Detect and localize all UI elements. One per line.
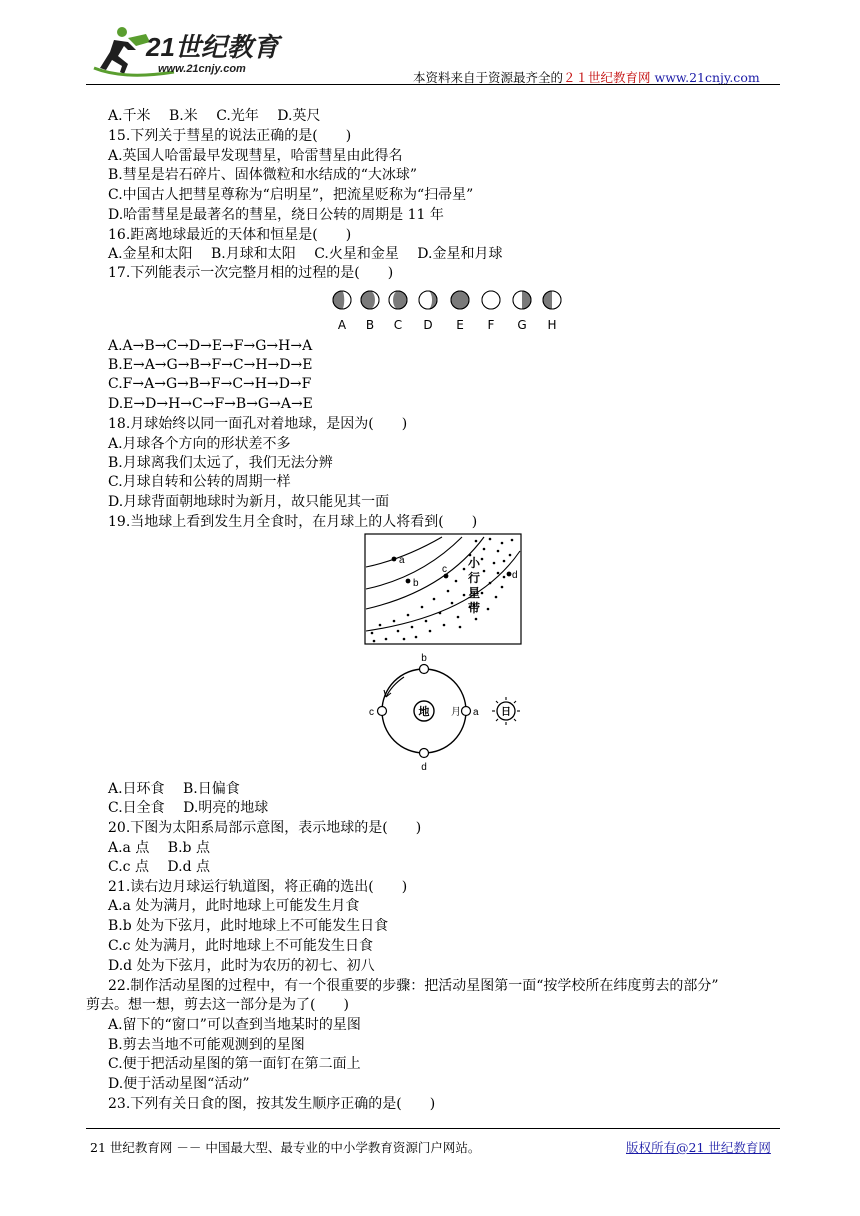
q15-stem: 15.下列关于彗星的说法正确的是( ) <box>108 128 352 144</box>
q15-option-b: B.彗星是岩石碎片、固体微粒和水结成的“大冰球” <box>108 167 418 183</box>
q15-option-d: D.哈雷彗星是最著名的彗星，绕日公转的周期是 11 年 <box>108 207 444 223</box>
q14-options: A.千米 B.米 C.光年 D.英尺 <box>108 108 321 124</box>
belt-label-char-2: 行 <box>468 571 481 585</box>
point-a-label: a <box>399 555 405 566</box>
asteroid-dot <box>393 620 396 623</box>
q17-option-d: D.E→D→H→C→F→B→G→A→E <box>108 396 313 412</box>
q17-option-a: A.A→B→C→D→E→F→G→H→A <box>108 338 313 354</box>
site-logo <box>84 20 299 82</box>
moon-phase-label-C: C <box>393 318 403 332</box>
q20-options-ab: A.a 点 B.b 点 <box>108 840 210 856</box>
logo-title: 21世纪教育 <box>146 32 279 62</box>
q22-stem-line2: 剪去。想一想，剪去这一部分是为了( ) <box>86 997 349 1013</box>
moon-phase-label-G: G <box>517 318 527 332</box>
asteroid-dot <box>497 550 500 553</box>
asteroid-dot <box>483 548 486 551</box>
q20-stem: 20.下图为太阳系局部示意图，表示地球的是( ) <box>108 820 422 836</box>
point-c-moon <box>378 707 387 716</box>
asteroid-dot <box>429 630 432 633</box>
asteroid-dot <box>433 598 436 601</box>
q18-option-a: A.月球各个方向的形状差不多 <box>108 436 291 452</box>
header-divider <box>86 84 780 85</box>
moon-phase-D <box>419 291 437 332</box>
moon-phase-A <box>333 291 351 332</box>
q23-stem: 23.下列有关日食的图，按其发生顺序正确的是( ) <box>108 1096 436 1112</box>
moon-phase-G <box>513 291 531 332</box>
orbit-point-c-label: c <box>369 707 374 718</box>
q17-option-b: B.E→A→G→B→F→C→H→D→E <box>108 357 313 373</box>
asteroid-dot <box>509 554 512 557</box>
asteroid-dot <box>421 606 424 609</box>
asteroid-dot <box>439 612 442 615</box>
asteroid-dot <box>483 570 486 573</box>
asteroid-dot <box>443 624 446 627</box>
moon-phase-F <box>482 291 500 332</box>
q20-options-cd: C.c 点 D.d 点 <box>108 859 210 875</box>
q22-option-a: A.留下的“窗口”可以查到当地某时的星图 <box>108 1017 361 1033</box>
q16-options: A.金星和太阳 B.月球和太阳 C.火星和金星 D.金星和月球 <box>108 246 503 262</box>
moon-phase-H <box>543 291 561 332</box>
moon-phase-label-D: D <box>423 318 433 332</box>
earth-label: 地 <box>418 705 430 718</box>
q21-stem: 21.读右边月球运行轨道图，将正确的选出( ) <box>108 879 408 895</box>
q18-stem: 18.月球始终以同一面孔对着地球，是因为( ) <box>108 416 408 432</box>
q22-stem-line1: 22.制作活动星图的过程中，有一个很重要的步骤：把活动星图第一面“按学校所在纬度剪去的部分” <box>108 978 719 994</box>
point-c-label: c <box>442 564 447 575</box>
q22-option-d: D.便于活动星图“活动” <box>108 1076 250 1092</box>
q19-options-cd: C.日全食 D.明亮的地球 <box>108 800 269 816</box>
q22-option-c: C.便于把活动星图的第一面钉在第二面上 <box>108 1056 361 1072</box>
asteroid-dot <box>457 616 460 619</box>
asteroid-dot <box>385 638 388 641</box>
footer-copyright-link[interactable]: 版权所有@21 世纪教育网 <box>626 1140 771 1155</box>
moon-label: 月 <box>451 707 461 718</box>
footer-divider <box>86 1128 780 1129</box>
asteroid-dot <box>463 568 466 571</box>
logo-url: www.21cnjy.com <box>158 63 246 75</box>
q18-option-d: D.月球背面朝地球时为新月，故只能见其一面 <box>108 494 390 510</box>
asteroid-dot <box>487 608 490 611</box>
moon-phase-label-H: H <box>547 318 557 332</box>
asteroid-dot <box>407 614 410 617</box>
asteroid-dot <box>455 580 458 583</box>
asteroid-dot <box>481 558 484 561</box>
q17-stem: 17.下列能表示一次完整月相的过程的是( ) <box>108 265 394 281</box>
asteroid-dot <box>425 620 428 623</box>
asteroid-dot <box>497 572 500 575</box>
asteroid-dot <box>503 576 506 579</box>
point-b-moon <box>420 665 429 674</box>
point-d-marker <box>507 572 512 577</box>
point-b-marker <box>406 579 411 584</box>
q17-option-c: C.F→A→G→B→F→C→H→D→F <box>108 376 312 392</box>
q18-option-c: C.月球自转和公转的周期一样 <box>108 474 291 490</box>
sun-icon <box>492 697 520 725</box>
asteroid-dot <box>459 626 462 629</box>
q21-option-b: B.b 处为下弦月，此时地球上不可能发生日食 <box>108 918 389 934</box>
asteroid-dot <box>501 542 504 545</box>
q18-option-b: B.月球离我们太远了，我们无法分辨 <box>108 455 333 471</box>
asteroid-dot <box>495 596 498 599</box>
moon-orbit-figure <box>360 653 530 775</box>
q21-option-c: C.c 处为满月，此时地球上不可能发生日食 <box>108 938 373 954</box>
asteroid-dot <box>503 560 506 563</box>
q22-option-b: B.剪去当地不可能观测到的星图 <box>108 1037 305 1053</box>
asteroid-dot <box>371 632 374 635</box>
asteroid-dot <box>481 592 484 595</box>
source-prefix: 本资料来自于资源最齐全的 <box>413 70 564 85</box>
solar-system-belt-figure <box>364 533 524 651</box>
moon-phase-figure <box>328 288 568 334</box>
q21-option-a: A.a 处为满月，此时地球上可能发生月食 <box>108 898 360 914</box>
asteroid-dot <box>411 626 414 629</box>
belt-label <box>468 556 481 615</box>
belt-label-char-3: 星 <box>468 586 481 600</box>
orbit-point-d-label: d <box>421 762 427 773</box>
asteroid-dot <box>475 540 478 543</box>
q19-stem: 19.当地球上看到发生月全食时，在月球上的人将看到( ) <box>108 514 478 530</box>
point-d-moon <box>420 749 429 758</box>
asteroid-dot <box>463 594 466 597</box>
asteroid-dot <box>489 582 492 585</box>
orbit-point-b-label: b <box>421 653 427 664</box>
asteroid-dot <box>511 539 514 542</box>
asteroid-dot <box>415 636 418 639</box>
moon-phase-B <box>361 291 379 332</box>
moon-phase-label-E: E <box>456 318 464 332</box>
footer-slogan: 21 世纪教育网 －－ 中国最大型、最专业的中小学教育资源门户网站。 <box>90 1140 481 1155</box>
q19-options-ab: A.日环食 B.日偏食 <box>108 781 240 797</box>
moon-phase-C <box>389 291 407 332</box>
q15-option-c: C.中国古人把彗星尊称为“启明星”，把流星贬称为“扫帚星” <box>108 187 474 203</box>
asteroid-dot <box>403 638 406 641</box>
asteroid-dot <box>397 630 400 633</box>
source-url-link[interactable]: www.21cnjy.com <box>654 70 760 85</box>
moon-phase-label-B: B <box>365 318 375 332</box>
point-d-label: d <box>512 570 518 581</box>
asteroid-dot <box>373 640 376 643</box>
belt-label-char-4: 带 <box>468 601 481 615</box>
moon-phase-label-F: F <box>487 318 495 332</box>
asteroid-dot <box>447 590 450 593</box>
q15-option-a: A.英国人哈雷最早发现彗星，哈雷彗星由此得名 <box>108 148 403 164</box>
asteroid-dot <box>451 602 454 605</box>
sun-label: 日 <box>501 707 511 718</box>
point-a-marker <box>392 557 397 562</box>
asteroid-dot <box>475 618 478 621</box>
belt-label-char-1: 小 <box>468 556 481 570</box>
q21-option-d: D.d 处为下弦月，此时为农历的初七、初八 <box>108 958 375 974</box>
asteroid-dot <box>379 624 382 627</box>
asteroid-dot <box>493 562 496 565</box>
moon-phase-label-A: A <box>337 318 347 332</box>
source-site: ２１世纪教育网 <box>563 70 651 85</box>
asteroid-dot <box>489 538 492 541</box>
point-a-moon <box>462 707 471 716</box>
q16-stem: 16.距离地球最近的天体和恒星是( ) <box>108 227 352 243</box>
asteroid-dot <box>501 586 504 589</box>
point-b-label: b <box>413 578 419 589</box>
orbit-point-a-label: a <box>473 707 479 718</box>
moon-phase-E <box>451 291 469 332</box>
